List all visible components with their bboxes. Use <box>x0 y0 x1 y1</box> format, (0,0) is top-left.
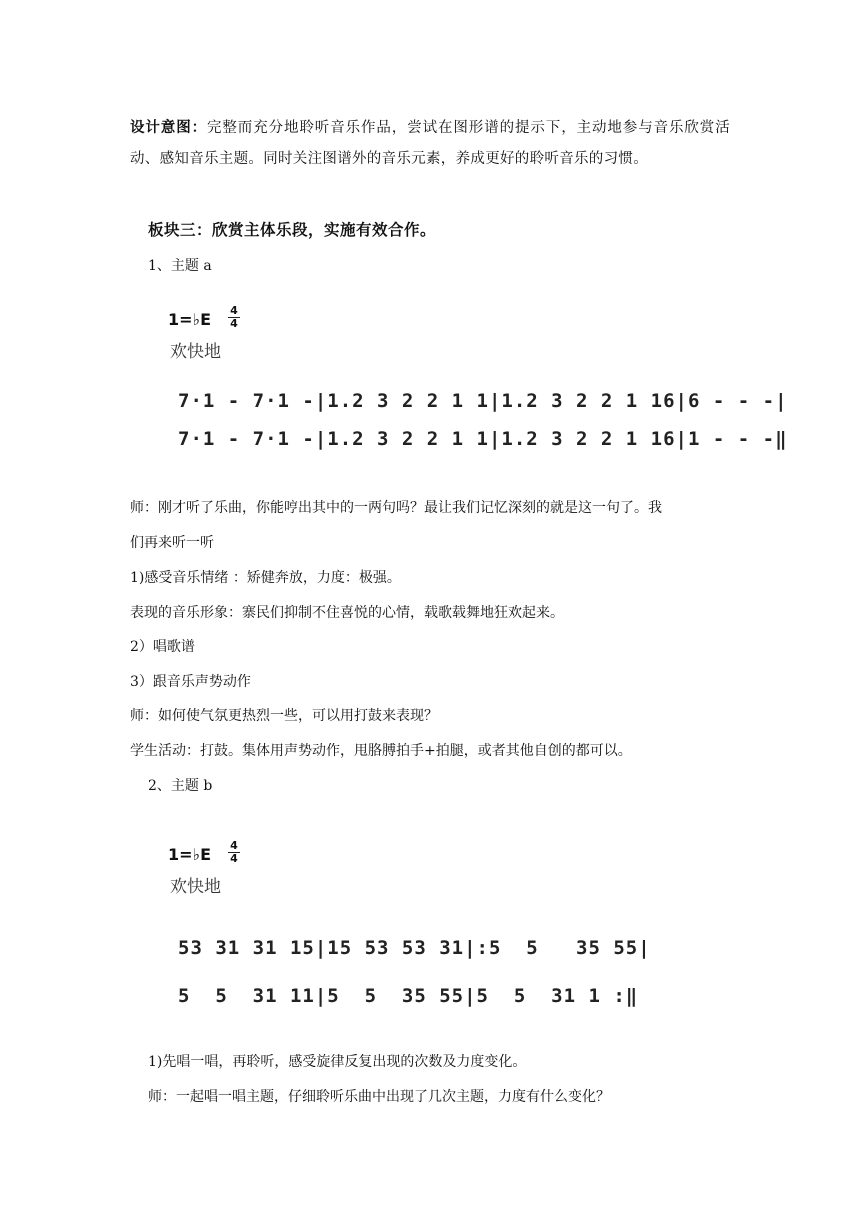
score-time-signature <box>228 306 240 329</box>
theme-a-label: 1、主题 a <box>148 258 212 274</box>
design-intent-paragraph <box>130 112 730 175</box>
score-tempo-marking: 欢快地 <box>170 342 221 362</box>
text-line: 2）唱歌谱 <box>130 639 195 655</box>
text-line: 1)先唱一唱，再聆听，感受旋律反复出现的次数及力度变化。 <box>148 1054 527 1070</box>
theme-b-score <box>168 839 748 1020</box>
text-line: 师：如何使气氛更热烈一些，可以用打鼓来表现？ <box>130 708 438 724</box>
score-line-2: 5 5 31 11|5 5 35 55|5 5 31 1 :‖ <box>178 985 639 1007</box>
time-bottom: 4 <box>230 317 238 330</box>
design-intent-label: 设计意图： <box>130 119 207 136</box>
text-line: 们再来听一听 <box>130 535 214 551</box>
text-line: 1)感受音乐情绪 ：矫健奔放，力度：极强。 <box>130 570 401 586</box>
text-line: 3）跟音乐声势动作 <box>130 674 251 690</box>
time-top: 4 <box>230 304 238 317</box>
score-line-2: 7·1 - 7·1 -|1.2 3 2 2 1 1|1.2 3 2 2 1 16|1 - - -‖ <box>178 428 788 450</box>
score-line-1: 53 31 31 15|15 53 53 31|:5 5 35 55| <box>178 937 651 959</box>
time-bottom: 4 <box>230 852 238 865</box>
text-line: 表现的音乐形象：寨民们抑制不住喜悦的心情，载歌载舞地狂欢起来。 <box>130 605 564 621</box>
score-tempo-marking: 欢快地 <box>170 877 221 897</box>
time-top: 4 <box>230 839 238 852</box>
score-time-signature <box>228 841 240 864</box>
theme-a-score <box>168 304 788 465</box>
score-line-1: 7·1 - 7·1 -|1.2 3 2 2 1 1|1.2 3 2 2 1 16|6 - - -| <box>178 390 788 412</box>
score-key-signature: 1=♭E <box>168 310 212 329</box>
score-key-signature: 1=♭E <box>168 845 212 864</box>
text-line: 师：一起唱一唱主题，仔细聆听乐曲中出现了几次主题，力度有什么变化？ <box>148 1089 610 1105</box>
section-heading: 板块三：欣赏主体乐段，实施有效合作。 <box>148 221 437 239</box>
text-line: 师：刚才听了乐曲，你能哼出其中的一两句吗？最让我们记忆深刻的就是这一句了。我 <box>130 500 662 516</box>
design-intent-text: 完整而充分地聆听音乐作品，尝试在图形谱的提示下，主动地参与音乐欣赏活动、感知音乐主题。同时关注图谱外的音乐元素，养成更好的聆听音乐的习惯。 <box>130 120 730 167</box>
theme-b-label: 2、主题 b <box>148 778 213 794</box>
text-line: 学生活动：打鼓。集体用声势动作，甩胳膊拍手+拍腿，或者其他自创的都可以。 <box>130 743 632 759</box>
